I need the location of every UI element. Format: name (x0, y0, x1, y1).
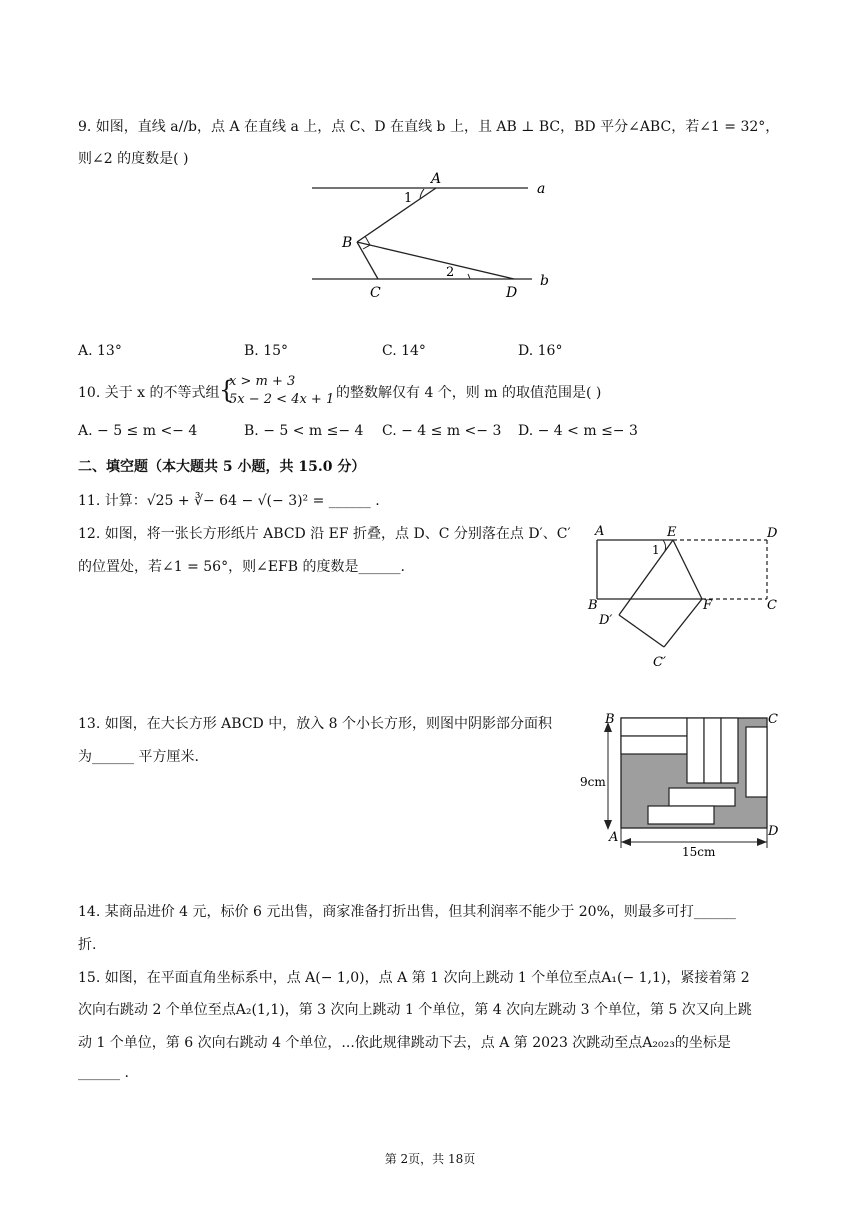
q10-option-b: B. − 5 < m ≤− 4 (244, 423, 364, 439)
q10-option-c: C. − 4 ≤ m <− 3 (382, 423, 502, 439)
q9-option-c: C. 14° (382, 343, 426, 359)
q9-label-a: a (537, 181, 546, 197)
q14-line1: 14. 某商品进价 4 元，标价 6 元出售，商家准备打折出售，但其利润率不能少于 20%，则最多可打______ (78, 904, 736, 920)
q9-figure (300, 168, 570, 308)
section-heading: 二、填空题（本大题共 5 小题，共 15.0 分） (78, 459, 366, 475)
q12-line1: 12. 如图，将一张长方形纸片 ABCD 沿 EF 折叠，点 D、C 分别落在点 D′、C′ (78, 526, 571, 542)
q13-label-height: 9cm (580, 775, 606, 789)
q12-label-C-prime: C′ (653, 655, 666, 670)
q10-option-a: A. − 5 ≤ m <− 4 (78, 423, 198, 439)
q9-line1: 9. 如图，直线 a//b，点 A 在直线 a 上，点 C、D 在直线 b 上，且 AB ⊥ BC，BD 平分∠ABC，若∠1 = 32°， (78, 119, 780, 135)
q9-label-C: C (370, 285, 381, 301)
page-footer: 第 2页，共 18页 (384, 1152, 476, 1166)
q12-figure (585, 520, 785, 680)
q10-suffix: 的整数解仅有 4 个，则 m 的取值范围是( ) (336, 385, 602, 401)
q12-label-B: B (588, 598, 598, 613)
q10-prefix: 10. 关于 x 的不等式组 (78, 385, 220, 401)
q13-figure (578, 708, 788, 858)
q10-option-d: D. − 4 < m ≤− 3 (518, 423, 638, 439)
q13-line2: 为______ 平方厘米. (78, 749, 199, 765)
q15-line4: ______ . (78, 1065, 129, 1081)
q15-line2: 次向右跳动 2 个单位至点A₂(1,1)，第 3 次向上跳动 1 个单位，第 4 次向左跳动 3 个单位，第 5 次又向上跳 (78, 1002, 752, 1018)
q9-line2: 则∠2 的度数是( ) (78, 151, 189, 167)
q15-line1: 15. 如图，在平面直角坐标系中，点 A(− 1,0)，点 A 第 1 次向上跳动 1 个单位至点A₁(− 1,1)，紧接着第 2 (78, 970, 750, 986)
q9-label-B: B (342, 235, 353, 251)
q14-line2: 折. (78, 937, 97, 953)
q13-label-D: D (768, 824, 779, 839)
q12-label-C: C (767, 598, 777, 613)
q13-label-width: 15cm (682, 845, 716, 858)
q12-label-1: 1 (652, 543, 660, 557)
q11: 11. 计算：√25 + ∛− 64 − √(− 3)² = ______ . (78, 493, 380, 509)
q12-label-F: F (703, 598, 713, 613)
q9-label-A: A (431, 171, 442, 187)
q12-label-E: E (667, 525, 677, 540)
q10-brace: { (219, 376, 235, 404)
q9-label-2: 2 (446, 265, 455, 280)
q9-label-1: 1 (404, 191, 413, 206)
q10-ineq2: 5x − 2 < 4x + 1 (229, 392, 335, 407)
q9-label-b: b (540, 273, 549, 289)
q13-label-A: A (609, 830, 619, 845)
q13-label-C: C (768, 712, 778, 727)
q9-option-b: B. 15° (244, 343, 289, 359)
q9-label-D: D (506, 285, 518, 301)
q13-line1: 13. 如图，在大长方形 ABCD 中，放入 8 个小长方形，则图中阴影部分面积 (78, 716, 553, 732)
q9-option-a: A. 13° (78, 343, 122, 359)
q10-ineq1: x > m + 3 (229, 374, 296, 389)
q12-label-A: A (595, 524, 605, 539)
q15-line3: 动 1 个单位，第 6 次向右跳动 4 个单位，...依此规律跳动下去，点 A 第 2023 次跳动至点A₂₀₂₃的坐标是 (78, 1035, 731, 1051)
q12-line2: 的位置处，若∠1 = 56°，则∠EFB 的度数是______. (78, 559, 405, 575)
q12-label-D: D (767, 526, 778, 541)
q9-option-d: D. 16° (518, 343, 563, 359)
q12-label-D-prime: D′ (599, 613, 613, 628)
q13-label-B: B (605, 712, 615, 727)
